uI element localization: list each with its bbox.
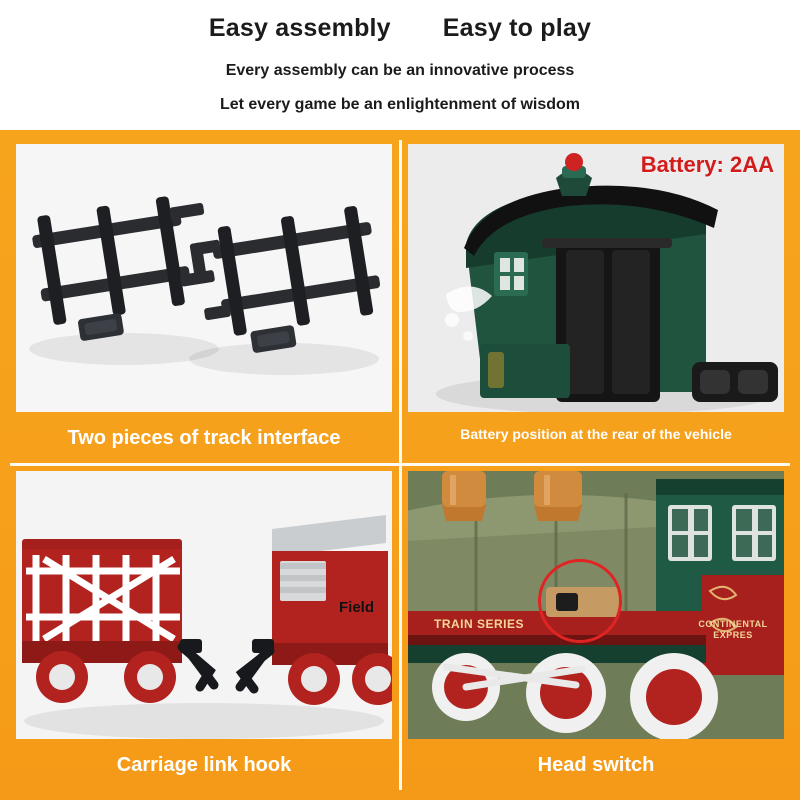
caption-track-interface: Two pieces of track interface (67, 427, 341, 449)
track-pieces-illustration (16, 144, 392, 412)
field-overlay-label: Field (338, 599, 374, 616)
battery-rear-illustration (408, 144, 784, 412)
photo-battery-rear (408, 144, 784, 412)
feature-cell-carriage-hook (8, 465, 400, 792)
header (0, 0, 800, 130)
photo-track-pieces (16, 144, 392, 412)
train-series-plate-text: TRAIN SERIES (434, 617, 525, 631)
caption-battery-position: Battery position at the rear of the vehicle (460, 426, 732, 442)
orange-panel (0, 130, 800, 800)
feature-cell-head-switch (400, 465, 792, 792)
carriage-hook-illustration (16, 471, 392, 739)
subline-innovative-process: Every assembly can be an innovative process (225, 62, 575, 79)
photo-carriage-hook (16, 471, 392, 739)
switch-highlight-ring (538, 559, 622, 643)
caption-head-switch: Head switch (537, 754, 655, 776)
caption-carriage-link-hook: Carriage link hook (116, 754, 292, 776)
continental-express-plate-text: CONTINENTAL EXPRES (698, 619, 768, 641)
feature-cell-battery-position (400, 138, 792, 465)
headline-easy-to-play: Easy to play (442, 14, 592, 42)
headline-easy-assembly: Easy assembly (208, 14, 391, 42)
feature-cell-track-interface (8, 138, 400, 465)
subline-enlightenment-wisdom: Let every game be an enlightenment of wisdom (219, 96, 581, 113)
feature-grid (8, 138, 792, 792)
battery-overlay-text: Battery: 2AA (640, 152, 774, 177)
headline-row (0, 14, 800, 43)
photo-head-switch (408, 471, 784, 739)
